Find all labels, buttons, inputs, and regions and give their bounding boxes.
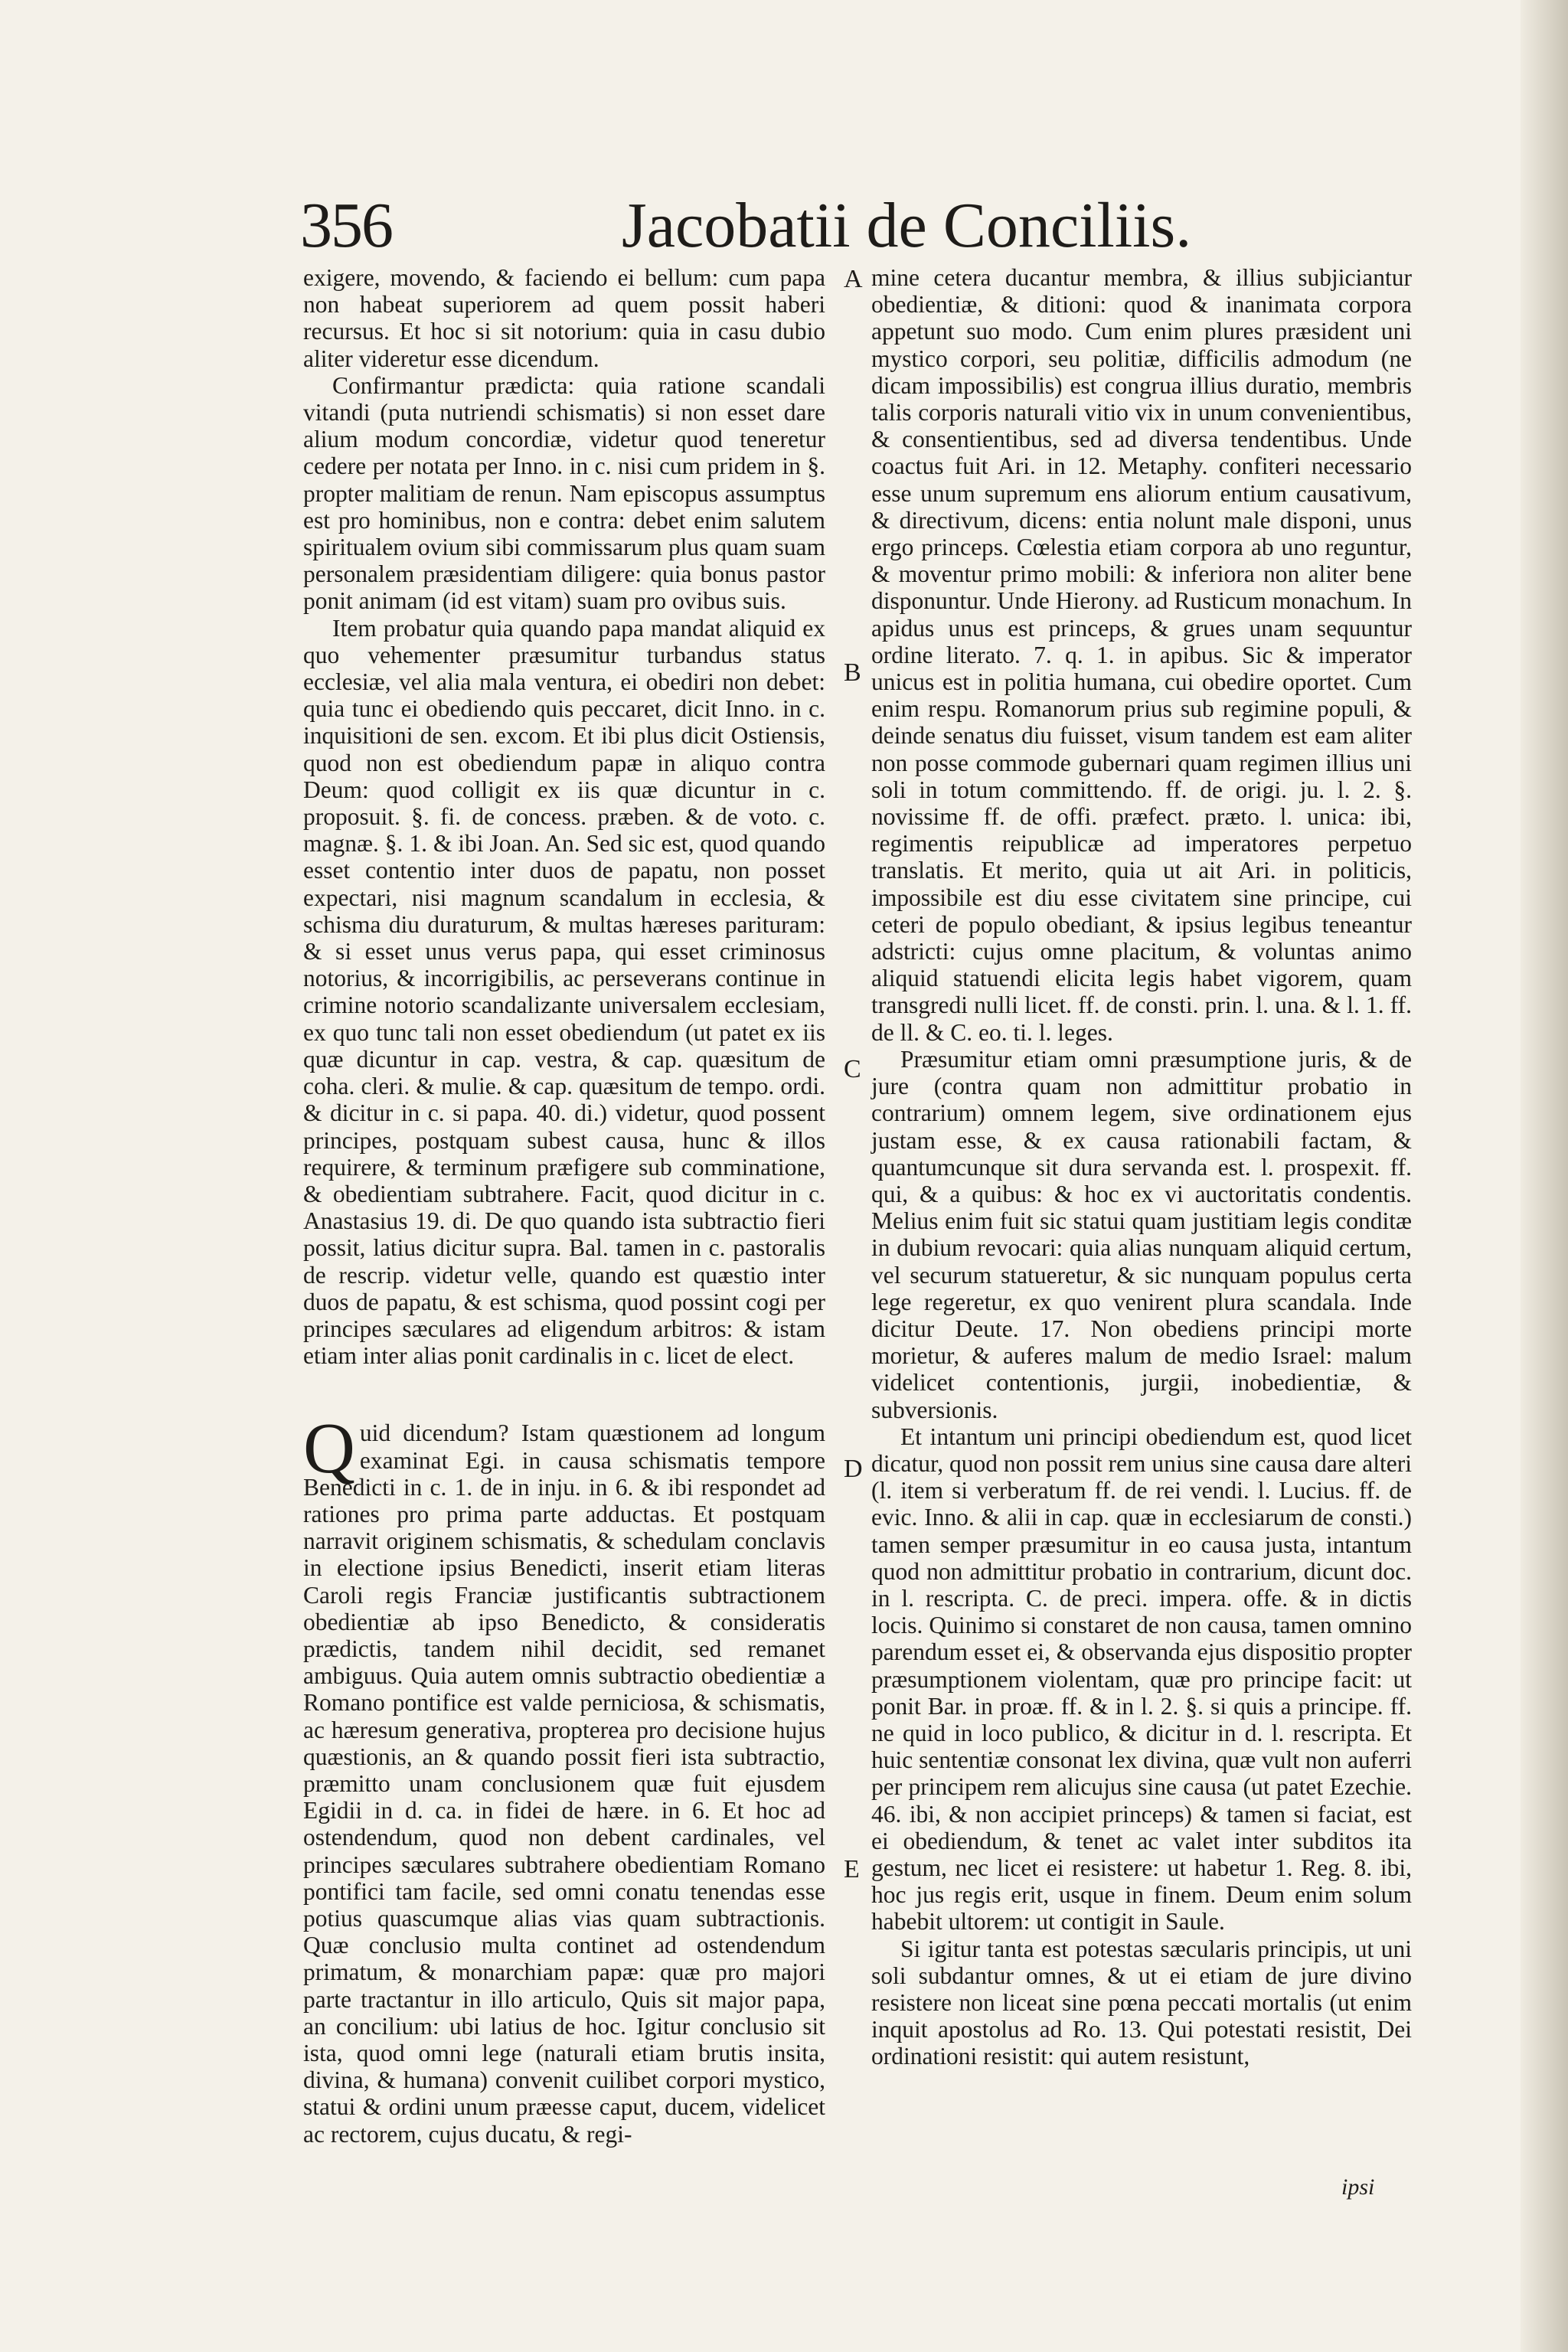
dropcap-paragraph	[303, 1409, 825, 2148]
dropcap-paragraph-text: uid dicendum? Istam quæstionem ad longum examinat Egi. in causa schismatis tempore Benedicti in c. 1. de in inju. in 6. & ibi respondet ad rationes pro prima parte adductas. Et postquam narravit originem schismatis, & schedulam conclavis in electione ipsius Benedicti, inserit etiam literas Caroli regis Franciæ justificantis subtractionem obedientiæ ab ipso Benedicto, & consideratis prædictis, tandem nihil decidit, sed remanet ambiguus. Quia autem omnis subtractio obedientiæ a Romano pontifice est valde perniciosa, & schismatis, ac hæresum generativa, propterea pro decisione hujus quæstionis, an & quando possit fieri ista subtractio, præmitto unam conclusionem quæ fuit ejusdem Egidii in d. ca. in fidei de hære. in 6. Et hoc ad ostendendum, quod non debent cardinales, vel principes sæculares subtrahere obedientiam Romano pontifici tam facile, sed omni conatu tenendas esse potius quascumque alias vias quam subtractionis. Quæ conclusio multa continet ad ostendendum primatum, & monarchiam papæ: quæ pro majori parte tractantur in illo articulo, Quis sit major papa, an concilium: ubi latius de hoc. Igitur conclusio sit ista, quod omni lege (naturali etiam brutis insita, divina, & humana) convenit cuilibet corpori mystico, statui & ordini unum præesse caput, ducem, videlicet ac rectorem, cujus ducatu, & regi-	[303, 1419, 825, 2148]
catchword: ipsi	[1341, 2174, 1375, 2200]
left-column	[303, 264, 825, 2148]
page-number: 356	[300, 190, 392, 261]
paragraph: Si igitur tanta est potestas sæcularis principis, ut uni soli subdantur omnes, & ut ei etiam de jure divino resistere non liceat sine pœna peccati mortalis (ut enim inquit apostolus ad Ro. 13. Qui potestati resistit, Dei ordinationi resistit: qui autem resistunt,	[871, 1935, 1412, 2070]
paragraph: Confirmantur prædicta: quia ratione scandali vitandi (puta nutriendi schismatis) si non esset dare alium modum concordiæ, videtur quod teneretur cedere per notata per Inno. in c. nisi cum pridem in §. propter malitiam de renun. Nam episcopus assumptus est pro hominibus, non e contra: debet enim salutem spiritualem ovium sibi commissarum plus quam suam personalem præsidentiam diligere: quia bonus pastor ponit animam (id est vitam) suam pro ovibus suis.	[303, 371, 825, 615]
paragraph: Item probatur quia quando papa mandat aliquid ex quo vehementer præsumitur turbandus status ecclesiæ, vel alia mala ventura, ei obediri non debet: quia tunc ei obediendo quis peccaret, dicit Inno. in c. inquisitioni de sen. excom. Et ibi plus dicit Ostiensis, quod non est obediendum papæ in aliquo contra Deum: quod colligit ex iis quæ dicuntur in c. proposuit. §. fi. de concess. præben. & de voto. c. magnæ. §. 1. & ibi Joan. An. Sed sic est, quod quando esset contentio inter duos de papatu, non posset expectari, nisi magnum scandalum in ecclesia, & schisma diu duraturum, & multas hæreses parituram: & si esset unus verus papa, qui esset criminosus notorius, & incorrigibilis, ac perseverans continue in crimine notorio scandalizante universalem ecclesiam, ex quo tunc tali non esset obediendum (ut patet ex iis quæ dicuntur in cap. vestra, & cap. quæsitum de coha. cleri. & mulie. & cap. quæsitum de tempo. ordi. & dicitur in c. si papa. 40. di.) videtur, quod possent principes, postquam subest causa, hunc & illos requirere, & terminum præfigere sub comminatione, & obedientiam subtrahere. Facit, quod dicitur in c. Anastasius 19. di. De quo quando ista subtractio fieri possit, latius dicitur supra. Bal. tamen in c. pastoralis de rescrip. videtur velle, quando est quæstio inter duos de papatu, & est schisma, quod possint cogi per principes sæculares ad eligendum arbitros: & istam etiam inter alias ponit cardinalis in c. licet de elect.	[303, 614, 825, 1370]
margin-letter-b: B	[844, 658, 861, 687]
page-header	[300, 188, 1219, 264]
running-title: Jacobatii de Conciliis.	[622, 190, 1192, 261]
drop-cap-letter: Q	[303, 1409, 355, 1489]
paragraph: mine cetera ducantur membra, & illius subjiciantur obedientiæ, & ditioni: quod & inanimata corpora appetunt suo modo. Cum enim plures præsident uni mystico corpori, seu politiæ, difficilis admodum (ne dicam impossibilis) est congrua illius duratio, membris talis corporis naturali vitio vix in unum convenientibus, & consentientibus, sed ad diversa tendentibus. Unde coactus fuit Ari. in 12. Metaphy. confiteri necessario esse unum supremum ens aliorum entium causativum, & directivum, dicens: entia nolunt male disponi, unus ergo princeps. Cœlestia etiam corpora ab uno reguntur, & moventur primo mobili: & inferiora non aliter bene disponuntur. Unde Hierony. ad Rusticum monachum. In apidus unus est princeps, & grues unam sequuntur ordine literato. 7. q. 1. in apibus. Sic & imperator unicus est in politia humana, cui obedire oportet. Cum enim respu. Romanorum prius sub regimine populi, & deinde senatus diu fuisset, visum tandem est eam aliter non posse commode gubernari quam regimen illius uni soli in totum committendo. ff. de origi. ju. l. 2. §. novissime ff. de offi. præfect. præto. l. unica: ibi, regimentis reipublicæ ad imperatores perpetuo translatis. Et merito, quia ut ait Ari. in politicis, impossibile est diu esse civitatem sine principe, cui ceteri de populo obediant, & ipsius legibus teneantur adstricti: cujus omne placitum, & voluntas animo aliquid statuendi elicita legis habet vigorem, quam transgredi nulli licet. ff. de consti. prin. l. una. & l. 1. ff. de ll. & C. eo. ti. l. leges.	[871, 264, 1412, 1046]
paragraph: Et intantum uni principi obediendum est, quod licet dicatur, quod non possit rem unius sine causa dare alteri (l. item si verberatum ff. de rei vendi. l. Lucius. ff. de evic. Inno. & alii in cap. quæ in ecclesiarum de consti.) tamen semper præsumitur in eo causa justa, intantum quod non admittitur probatio in contrarium, dicunt doc. in l. rescripta. C. de preci. impera. offe. & in dictis locis. Quinimo si constaret de non causa, tamen omnino parendum esset ei, & observanda ejus dispositio propter præsumptionem violentam, quæ pro principe facit: ut ponit Bar. in proæ. ff. & in l. 2. §. si quis a principe. ff. ne quid in loco publico, & dicitur in d. l. rescripta. Et huic sententiæ consonat lex divina, quæ vult non auferri per principem rem alicujus sine causa (ut patet Ezechie. 46. ibi, & non accipiet princeps) & tamen si faciat, est ei obediendum, & tenet ac valet inter subditos ita gestum, nec licet ei resistere: ut habetur 1. Reg. 8. ibi, hoc jus regis erit, usque in finem. Deum enim solum habebit ultorem: ut contigit in Saule.	[871, 1423, 1412, 1936]
margin-letter-e: E	[844, 1855, 860, 1883]
page-edge-shadow	[1521, 0, 1568, 2352]
margin-letter-d: D	[844, 1455, 863, 1483]
paragraph: exigere, movendo, & faciendo ei bellum: cum papa non habeat superiorem ad quem possit haberi recursus. Et hoc si sit notorium: quia in casu dubio aliter videretur esse dicendum.	[303, 264, 825, 372]
paragraph: Præsumitur etiam omni præsumptione juris, & de jure (contra quam non admittitur probatio in contrarium) omnem legem, sive ordinationem ejus justam esse, & ex causa rationabili factam, & quantumcunque sit dura servanda est. l. prospexit. ff. qui, & a quibus: & hoc ex vi auctoritatis condentis. Melius enim fuit sic statui quam justitiam legis conditæ in dubium revocari: quia alias nunquam aliquid certum, vel securum statueretur, & sic nunquam populus certa lege regeretur, ex quo venirent plura scandala. Inde dicitur Deute. 17. Non obediens principi morte morietur, & auferes malum de medio Israel: malum videlicet contentionis, jurgii, inobedientiæ, & subversionis.	[871, 1045, 1412, 1423]
margin-letter-a: A	[844, 265, 863, 293]
right-column	[871, 264, 1412, 2070]
margin-letter-c: C	[844, 1055, 861, 1083]
